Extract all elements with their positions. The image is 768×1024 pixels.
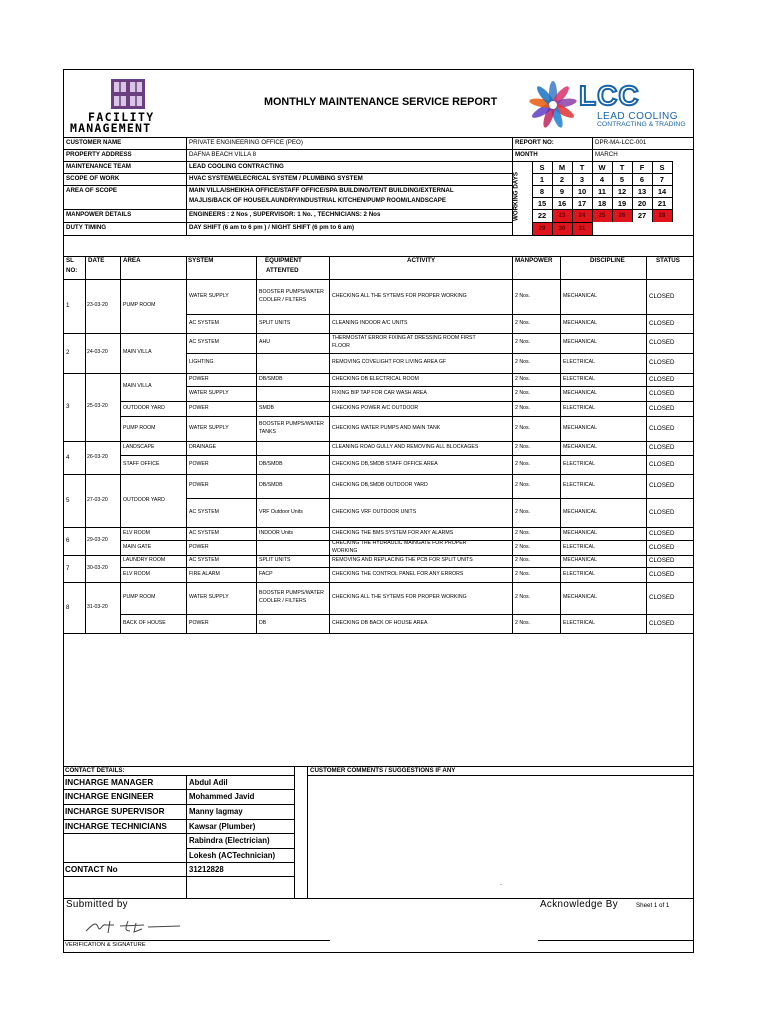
row-system: POWER	[189, 482, 209, 488]
info-value-area-1: MAIN VILLA/SHEIKHA OFFICE/STAFF OFFICE/SPA BUILDING/TENT BUILDING/EXTERNAL	[189, 187, 454, 194]
col-header-sl-2: NO:	[66, 267, 78, 274]
row-discipline: MECHANICAL	[563, 508, 598, 515]
row-equipment: SPLIT UNITS	[259, 319, 291, 326]
calendar-day: 13	[637, 187, 647, 196]
calendar-day: 28	[658, 213, 666, 219]
row-activity: CHECKING VRF OUTDOOR UNITS	[332, 508, 417, 515]
signature-image	[84, 917, 194, 937]
contact-value: Kawsar (Plumber)	[189, 822, 256, 831]
info-label-address: PROPERTY ADDRESS	[66, 151, 132, 158]
comments-title: CUSTOMER COMMENTS / SUGGESTIONS IF ANY	[310, 767, 456, 774]
calendar-day: 16	[557, 199, 567, 208]
calendar-day: 6	[639, 175, 645, 184]
row-equipment: TANKS	[259, 428, 276, 435]
row-manpower: 2 Nos.	[515, 508, 530, 515]
row-sl-number: 7	[66, 564, 70, 572]
row-manpower: 2 Nos.	[515, 619, 530, 626]
row-equipment: FACP	[259, 570, 273, 577]
row-activity: CHECKING DB,SMDB OUTDOOR YARD	[332, 482, 428, 488]
row-equipment: SPLIT UNITS	[259, 557, 291, 563]
row-system: WATER SUPPLY	[189, 424, 229, 431]
row-system: FIRE ALARM	[189, 570, 220, 577]
calendar-day: 23	[558, 213, 566, 219]
row-discipline: ELECTRICAL	[563, 375, 595, 382]
row-discipline: MECHANICAL	[563, 424, 598, 431]
row-manpower: 2 Nos.	[515, 339, 530, 345]
row-manpower: 2 Nos.	[515, 375, 530, 382]
row-date: 23-03-20	[87, 302, 108, 308]
info-value-scope: HVAC SYSTEM/ELECRICAL SYSTEM / PLUMBING SYSTEM	[189, 175, 363, 182]
contact-label: CONTACT No	[65, 865, 118, 874]
row-manpower: 2 Nos.	[515, 319, 530, 326]
row-status: CLOSED	[649, 319, 675, 327]
row-status: CLOSED	[649, 594, 675, 601]
calendar-day-header: S	[659, 163, 665, 172]
logo-tagline: CONTRACTING & TRADING	[597, 121, 686, 128]
row-area: ELV ROOM	[123, 570, 150, 577]
row-manpower: 2 Nos.	[515, 444, 530, 450]
col-header-area: AREA	[123, 257, 141, 264]
flower-icon	[527, 80, 579, 130]
row-equipment: BOOSTER PUMPS/WATER	[259, 420, 324, 427]
row-activity: REMOVING AND REPLACING THE PCB FOR SPLIT UNITS	[332, 557, 473, 563]
row-status: CLOSED	[649, 359, 675, 366]
col-header-system: SYSTEM	[188, 257, 214, 264]
col-header-status: STATUS	[656, 257, 680, 264]
contact-label: INCHARGE MANAGER	[65, 778, 154, 787]
row-system: WATER SUPPLY	[189, 292, 229, 299]
row-activity: CHECKING ALL THE SYTEMS FOR PROPER WORKING	[332, 594, 467, 600]
report-sheet	[63, 69, 694, 953]
row-date: 30-03-20	[87, 564, 108, 571]
contact-value: Abdul Adil	[189, 778, 228, 787]
row-activity: CHECKING DB,SMDB STAFF OFFICE AREA	[332, 460, 438, 467]
row-equipment: DB/SMDB	[259, 482, 283, 488]
row-discipline: ELECTRICAL	[563, 482, 595, 488]
report-no-label: REPORT NO:	[515, 139, 554, 146]
calendar-day: 1	[539, 175, 545, 184]
row-activity: FIXING BIP TAP FOR CAR WASH AREA	[332, 389, 427, 396]
row-system: POWER	[189, 619, 209, 626]
calendar-day: 22	[537, 211, 547, 220]
calendar-day: 8	[539, 187, 545, 196]
report-title: MONTHLY MAINTENANCE SERVICE REPORT	[264, 96, 498, 108]
row-equipment: BOOSTER PUMPS/WATER	[259, 288, 324, 295]
row-system: AC SYSTEM	[189, 529, 219, 536]
sheet-number: Sheet 1 of 1	[636, 902, 670, 909]
row-activity: CHECKING THE HYDRAULIC MAINGATE FOR PROPER	[332, 539, 467, 546]
info-value-team: LEAD COOLING CONTRACTING	[189, 163, 284, 170]
calendar-day: 11	[598, 187, 606, 196]
row-area: ELV ROOM	[123, 529, 150, 536]
row-equipment: COOLER / FILTERS	[259, 598, 307, 604]
row-system: DRAINAGE	[189, 444, 217, 450]
row-system: LIGHTING	[189, 359, 214, 365]
calendar-day: 3	[579, 175, 585, 184]
building-icon	[110, 78, 146, 110]
col-header-equipment-2: ATTENTED	[266, 267, 299, 274]
row-status: CLOSED	[649, 404, 675, 412]
row-discipline: ELECTRICAL	[563, 359, 595, 365]
logo-line-1: FACILITY	[88, 110, 155, 124]
col-header-activity: ACTIVITY	[407, 257, 436, 264]
calendar-day: 2	[559, 175, 565, 184]
row-activity: REMOVING COVELIGHT FOR LIVING AREA GF	[332, 359, 447, 365]
row-activity: WORKING	[332, 547, 358, 554]
calendar-day: 20	[637, 199, 647, 208]
row-manpower: 2 Nos.	[515, 543, 530, 550]
submitted-by-label: Submitted by	[66, 899, 128, 910]
col-header-discipline: DISCIPLINE	[590, 257, 625, 264]
info-label-duty: DUTY TIMING	[66, 224, 107, 231]
row-manpower: 2 Nos.	[515, 557, 530, 563]
row-equipment: COOLER / FILTERS	[259, 296, 307, 303]
row-discipline: MECHANICAL	[563, 339, 598, 345]
row-status: CLOSED	[649, 424, 675, 432]
row-activity: CHECKING DB ELECTRICAL ROOM	[332, 375, 419, 382]
calendar-day: 26	[618, 213, 626, 219]
calendar-day: 5	[619, 175, 625, 184]
row-discipline: MECHANICAL	[563, 389, 598, 396]
calendar-day: 21	[657, 199, 667, 208]
row-status: CLOSED	[649, 389, 675, 397]
row-sl-number: 4	[66, 453, 70, 461]
row-system: WATER SUPPLY	[189, 594, 229, 600]
row-activity: THERMOSTAT ERROR FIXING AT DRESSING ROOM FIRST	[332, 335, 476, 341]
row-discipline: MECHANICAL	[563, 444, 598, 450]
logo-company-name: LEAD COOLING	[597, 111, 679, 122]
calendar-day: 25	[598, 213, 606, 219]
row-system: AC SYSTEM	[189, 339, 219, 345]
row-activity: CHECKING WATER PUMPS AND MAIN TANK	[332, 424, 441, 431]
contact-label: INCHARGE ENGINEER	[65, 792, 154, 801]
info-label-scope: SCOPE OF WORK	[66, 175, 120, 182]
calendar-day: 31	[578, 226, 586, 232]
verification-label: VERIFICATION & SIGNATURE	[65, 942, 146, 948]
row-manpower: 2 Nos.	[515, 594, 530, 600]
col-header-sl: SL	[66, 257, 74, 264]
row-system: AC SYSTEM	[189, 319, 219, 326]
row-equipment: SMDB	[259, 404, 274, 411]
info-value-manpower: ENGINEERS : 2 Nos , SUPERVISOR: 1 No. , TECHNICIANS: 2 Nos	[189, 211, 381, 218]
contact-value: Mohammed Javid	[189, 792, 255, 801]
contact-details-title: CONTACT DETAILS:	[65, 767, 125, 774]
calendar-day: 29	[538, 226, 546, 232]
row-area: PUMP ROOM	[123, 424, 156, 431]
row-manpower: 2 Nos.	[515, 292, 530, 299]
row-manpower: 2 Nos.	[515, 389, 530, 396]
contact-value: 31212828	[189, 865, 224, 874]
calendar-day: 14	[657, 187, 667, 196]
row-discipline: ELECTRICAL	[563, 404, 595, 411]
calendar-day-header: T	[579, 163, 585, 172]
row-manpower: 2 Nos.	[515, 404, 530, 411]
row-manpower: 2 Nos.	[515, 359, 530, 365]
calendar-day: 24	[578, 213, 586, 219]
row-manpower: 2 Nos.	[515, 482, 530, 488]
row-activity: FLOOR	[332, 343, 350, 349]
row-area: BACK OF HOUSE	[123, 619, 166, 626]
row-discipline: ELECTRICAL	[563, 460, 595, 467]
logo-line-2: MANAGEMENT	[70, 121, 152, 135]
row-equipment: INDOOR Units	[259, 529, 294, 536]
row-activity: CHECKING POWER A/C OUTDOOR	[332, 404, 419, 411]
info-label-team: MAINTENANCE TEAM	[66, 163, 131, 170]
row-discipline: MECHANICAL	[563, 529, 598, 536]
calendar-day-header: F	[639, 163, 645, 172]
row-status: CLOSED	[649, 570, 675, 578]
contact-value: Lokesh (ACTechnician)	[189, 851, 276, 860]
row-date: 24-03-20	[87, 349, 108, 355]
row-status: CLOSED	[649, 339, 675, 346]
calendar-day-header: W	[598, 163, 606, 172]
calendar-day: 12	[617, 187, 627, 196]
row-discipline: ELECTRICAL	[563, 543, 595, 550]
row-status: CLOSED	[649, 444, 675, 451]
info-label-area: AREA OF SCOPE	[66, 187, 117, 194]
lead-cooling-logo	[527, 78, 689, 132]
row-system: WATER SUPPLY	[189, 389, 229, 396]
row-discipline: MECHANICAL	[563, 594, 598, 600]
row-sl-number: 5	[66, 496, 70, 504]
row-discipline: ELECTRICAL	[563, 619, 595, 626]
calendar-day: 7	[659, 175, 665, 184]
row-activity: CLEANING ROAD GULLY AND REMOVING ALL BLOCKAGES	[332, 444, 479, 450]
col-header-date: DATE	[88, 257, 105, 264]
facility-management-logo	[68, 76, 186, 135]
row-status: CLOSED	[649, 619, 675, 627]
info-value-area-2: MAJLIS/BACK OF HOUSE/LAUNDRY/INDUSTRIAL KITCHEN/PUMP ROOM/LANDSCAPE	[189, 197, 447, 204]
row-area: MAIN VILLA	[123, 383, 152, 389]
row-status: CLOSED	[649, 508, 675, 516]
row-area: LAUNDRY ROOM	[123, 557, 166, 563]
acknowledge-by-label: Acknowledge By	[540, 899, 619, 910]
row-sl-number: 1	[66, 302, 70, 309]
calendar-day: 4	[599, 175, 605, 184]
row-date: 31-03-20	[87, 603, 108, 610]
row-system: AC SYSTEM	[189, 508, 219, 515]
month-value: MARCH	[595, 151, 618, 158]
logo-mark: LCC	[579, 80, 640, 111]
row-sl-number: 2	[66, 349, 70, 356]
row-date: 29-03-20	[87, 537, 108, 543]
row-area: STAFF OFFICE	[123, 460, 160, 467]
row-manpower: 2 Nos.	[515, 570, 530, 577]
row-discipline: MECHANICAL	[563, 319, 598, 326]
calendar-day: 15	[537, 199, 547, 208]
contact-value: Manny lagmay	[189, 807, 243, 816]
info-value-customer: PRIVATE ENGINEERING OFFICE (PEO)	[189, 139, 303, 146]
row-equipment: BOOSTER PUMPS/WATER	[259, 590, 324, 596]
row-sl-number: 8	[66, 603, 70, 611]
row-manpower: 2 Nos.	[515, 529, 530, 536]
row-status: CLOSED	[649, 460, 675, 468]
comments-mark: `	[500, 885, 502, 891]
contact-value: Rabindra (Electrician)	[189, 836, 270, 845]
contact-label: INCHARGE SUPERVISOR	[65, 807, 165, 816]
info-label-customer: CUSTOMER NAME	[66, 139, 122, 146]
row-area: MAIN GATE	[123, 543, 152, 550]
row-activity: CHECKING DB BACK OF HOUSE AREA	[332, 619, 428, 626]
row-sl-number: 6	[66, 537, 70, 544]
row-system: POWER	[189, 375, 209, 382]
working-days-label: WORKING DAYS	[512, 172, 520, 221]
row-status: CLOSED	[649, 482, 675, 489]
calendar-day: 18	[597, 199, 607, 208]
col-header-equipment: EQUIPMENT	[265, 257, 302, 264]
row-manpower: 2 Nos.	[515, 424, 530, 431]
month-label: MONTH	[515, 151, 538, 158]
row-area: OUTDOOR YARD	[123, 404, 165, 411]
row-sl-number: 3	[66, 403, 70, 410]
row-equipment: VRF Outdoor Units	[259, 508, 303, 515]
row-discipline: ELECTRICAL	[563, 570, 595, 577]
calendar-day: 30	[558, 226, 566, 232]
row-equipment: AHU	[259, 339, 270, 345]
row-date: 25-03-20	[87, 403, 108, 409]
row-equipment: DB/SMDB	[259, 375, 283, 382]
row-activity: CHECKING ALL THE SYTEMS FOR PROPER WORKING	[332, 292, 467, 299]
contact-label: INCHARGE TECHNICIANS	[65, 822, 167, 831]
row-activity: CHECKING THE BMS SYSTEM FOR ANY ALARMS	[332, 529, 454, 536]
row-manpower: 2 Nos.	[515, 460, 530, 467]
calendar-day: 17	[577, 199, 587, 208]
row-equipment: DB/SMDB	[259, 460, 283, 467]
calendar-day-header: S	[539, 163, 545, 172]
row-date: 27-03-20	[87, 496, 108, 503]
row-area: OUTDOOR YARD	[123, 496, 165, 503]
calendar-day-header: T	[619, 163, 625, 172]
col-header-manpower: MANPOWER	[515, 257, 553, 264]
info-label-manpower: MANPOWER DETAILS	[66, 211, 132, 218]
row-area: PUMP ROOM	[123, 302, 156, 308]
info-value-address: DAFNA BEACH VILLA 8	[189, 151, 257, 158]
row-system: POWER	[189, 460, 209, 467]
calendar-day: 10	[577, 187, 587, 196]
row-status: CLOSED	[649, 543, 675, 551]
calendar-day: 9	[559, 187, 565, 196]
row-area: PUMP ROOM	[123, 594, 156, 600]
row-status: CLOSED	[649, 529, 675, 537]
row-system: POWER	[189, 543, 209, 550]
calendar-day: 27	[637, 211, 647, 220]
row-activity: CLEANING INDOOR A/C UNITS	[332, 319, 408, 326]
row-status: CLOSED	[649, 557, 675, 564]
row-activity: CHECKING THE CONTROL PANEL FOR ANY ERRORS	[332, 570, 464, 577]
row-status: CLOSED	[649, 292, 675, 300]
calendar-day: 19	[617, 199, 627, 208]
row-equipment: DB	[259, 619, 267, 626]
row-status: CLOSED	[649, 375, 675, 383]
row-discipline: MECHANICAL	[563, 292, 598, 299]
row-date: 26-03-20	[87, 453, 108, 460]
report-no-value: DPR-MA-LCC-001	[595, 139, 647, 146]
row-area: LANDSCAPE	[123, 444, 155, 450]
row-area: MAIN VILLA	[123, 349, 152, 355]
row-discipline: MECHANICAL	[563, 557, 598, 563]
info-value-duty: DAY SHIFT (6 am to 6 pm ) / NIGHT SHIFT (6 pm to 6 am)	[189, 224, 355, 231]
row-system: AC SYSTEM	[189, 557, 219, 563]
calendar-day-header: M	[558, 163, 566, 172]
row-system: POWER	[189, 404, 209, 411]
